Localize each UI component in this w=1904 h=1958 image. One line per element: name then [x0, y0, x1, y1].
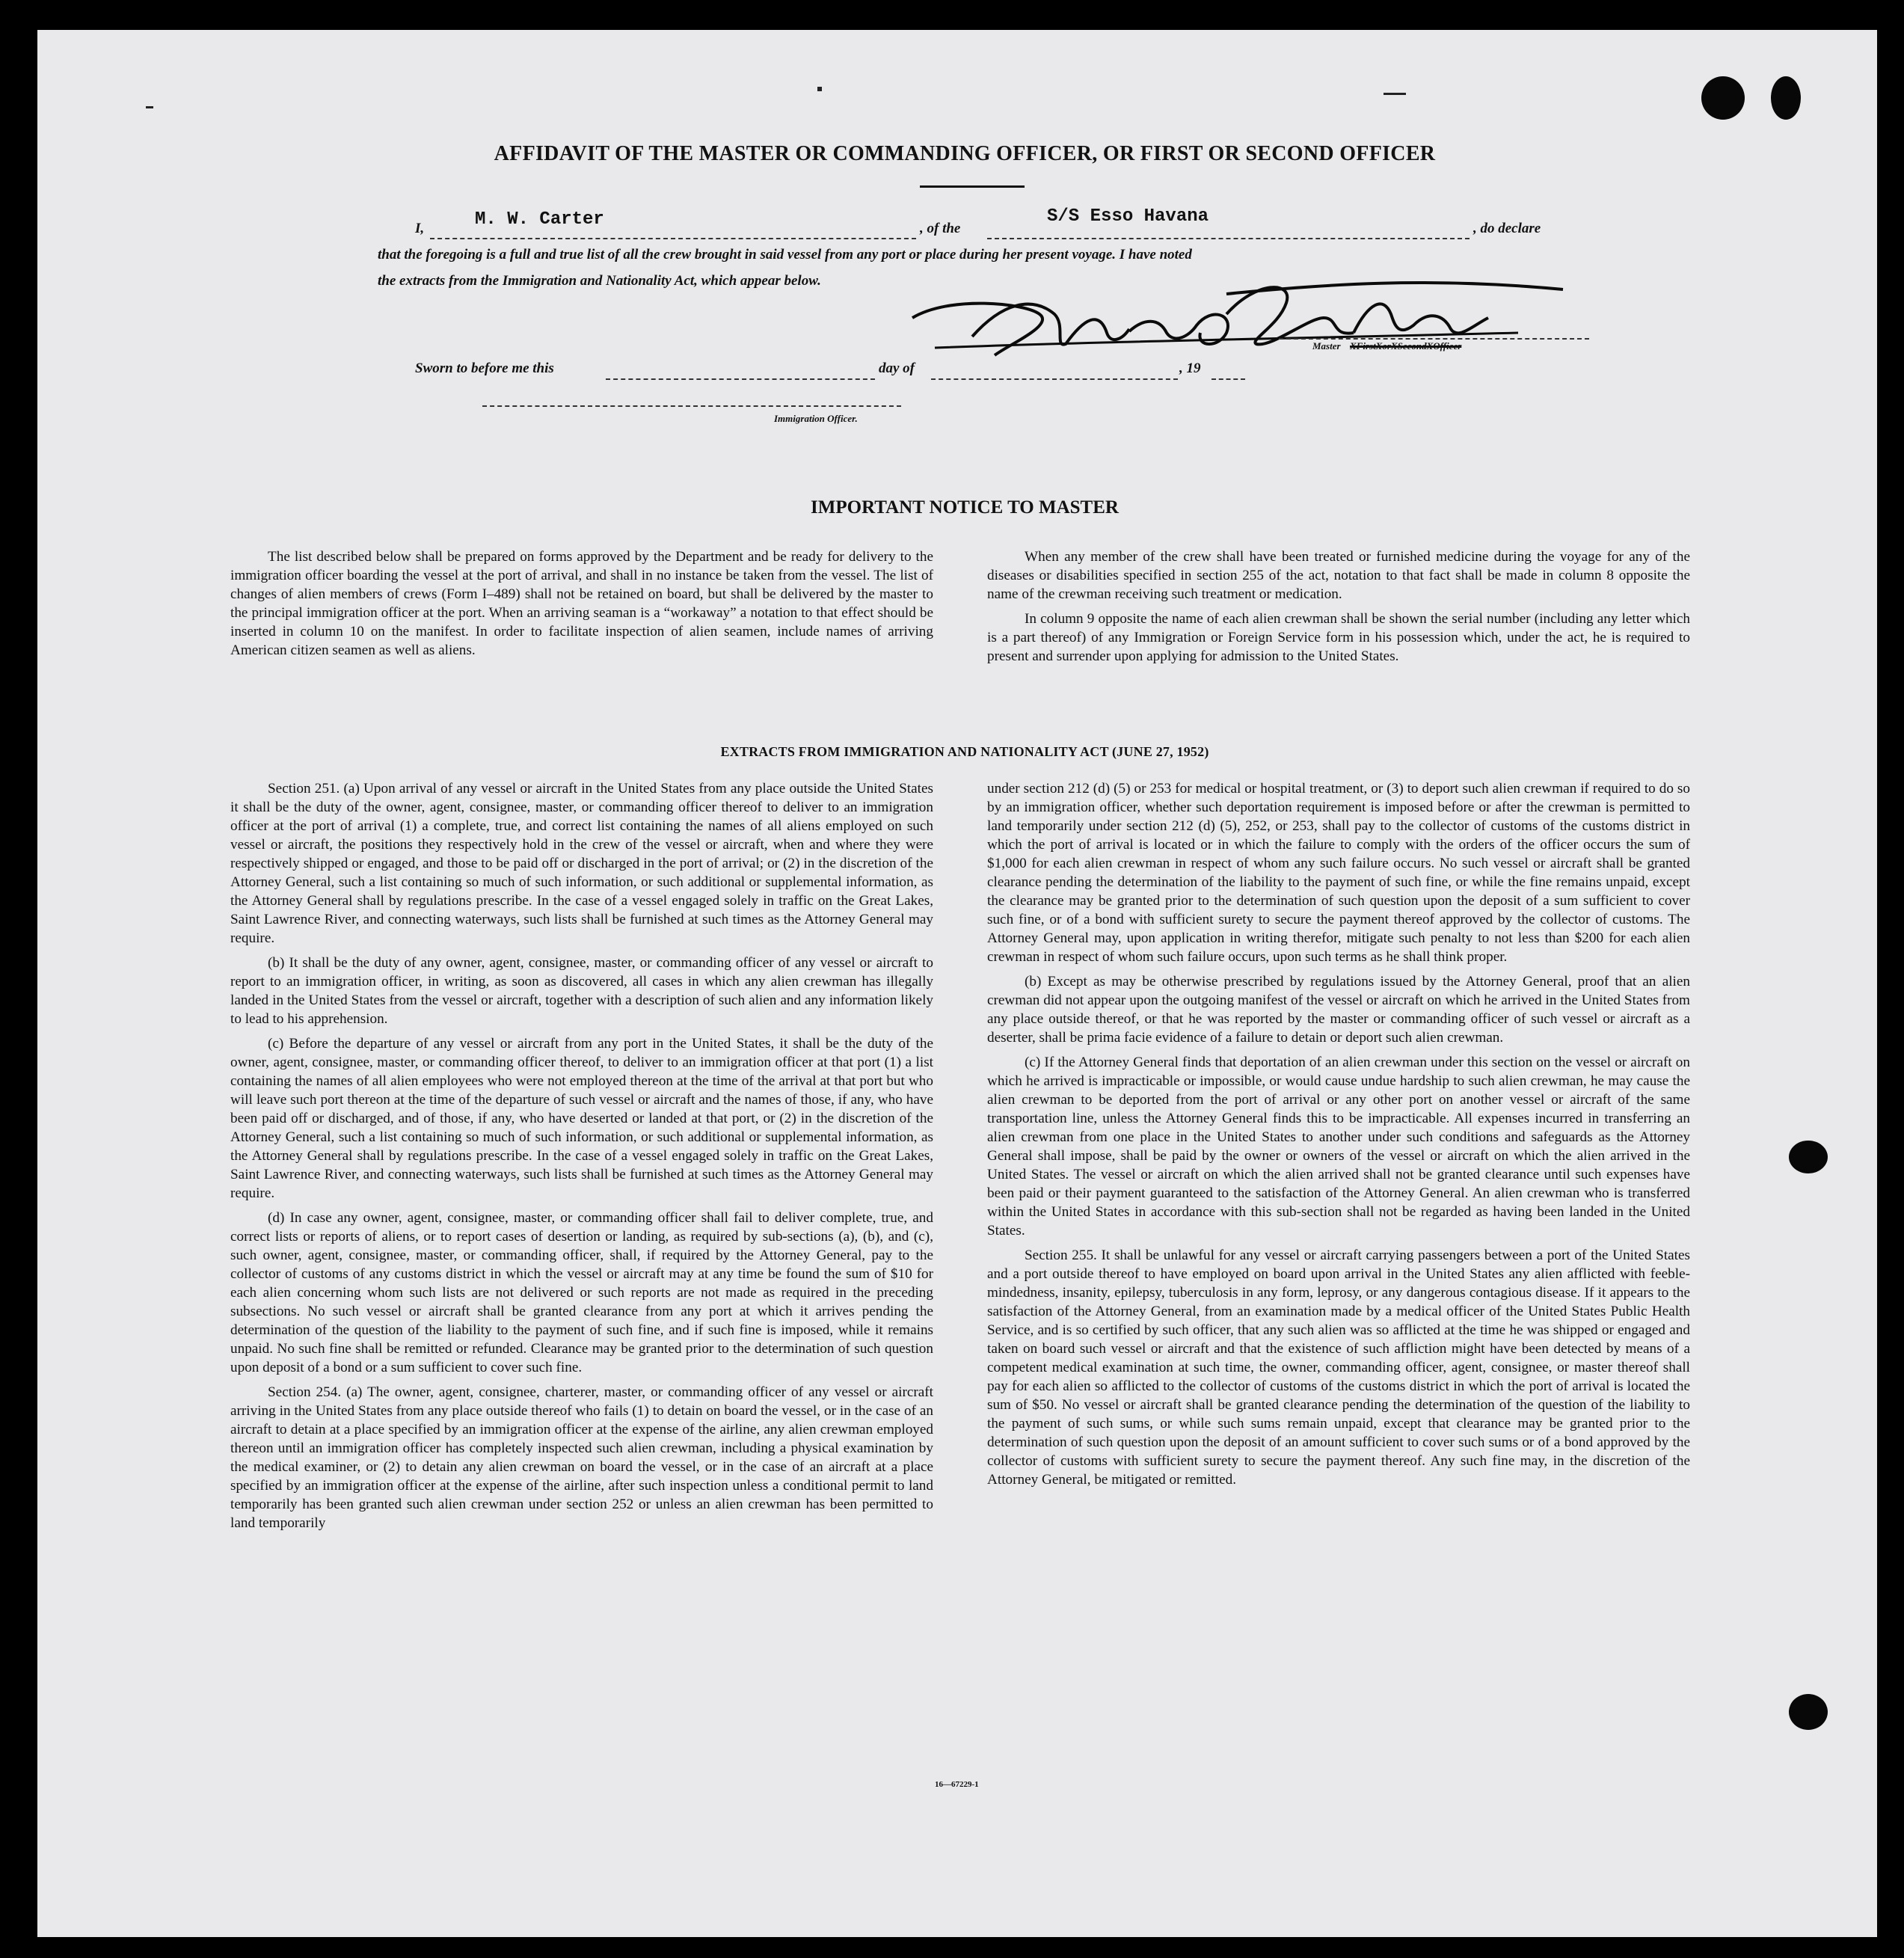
scan-speck	[146, 106, 153, 108]
act-section-paragraph: (b) It shall be the duty of any owner, agent, consignee, master, or commanding officer of any vessel or aircraft to report to an immigration officer, in writing, as soon as discovered, all cases in which any alien crewman has illegally landed in the United States from the vessel or aircraft, together with a description of such alien and any information likely to lead to his apprehension.	[230, 955, 933, 1027]
notice-paragraph: The list described below shall be prepared on forms approved by the Department and be ready for delivery to the immigration officer boarding the vessel at the port of arrival, and shall in no instance be taken from the vessel. The list of changes of alien members of crews (Form I–489) shall not be retained on board, but shall be delivered by the master to the principal immigration officer at the port. When an arriving seaman is a “workaway” a notation to that effect should be inserted in column 10 on the manifest. In order to facilitate inspection of alien seamen, include names of arriving American citizen seamen as well as aliens.	[230, 549, 933, 658]
signature-line	[1279, 337, 1589, 340]
signature-caption-struck: XFirstXorXSecondXOfficer	[1350, 340, 1462, 352]
act-section-paragraph: under section 212 (d) (5) or 253 for medical or hospital treatment, or (3) to deport such alien crewman if required to do so by an immigration officer, whether such deportation requirement is imposed before or after the crewman is permitted to land temporarily under section 212 (d) (5), 252, or 253, shall pay to the collector of customs of the customs district in which the port of arrival is located or in which the failure to comply with the orders of the officer occurs the sum of $1,000 for each alien crewman in respect of whom any such failure occurs. No such vessel or aircraft shall be granted clearance pending the determination of the liability to the payment of such fine, or while the fine remains unpaid, except the clearance may be granted prior to the determination of such question upon the deposit of a sum sufficient to cover such fine, or of a bond with sufficient surety to secure the payment thereof approved by the collector of customs. The Attorney General may, upon application in writing therefor, mitigate such penalty to not less than $200 for each alien crewman in respect of whom such failure occurs, upon such terms as he shall think proper.	[987, 781, 1690, 965]
extracts-right-column	[987, 779, 1690, 1495]
signature-image	[905, 273, 1578, 370]
notice-title: IMPORTANT NOTICE TO MASTER	[811, 497, 1119, 518]
act-section-paragraph: (b) Except as may be otherwise prescribed by regulations issued by the Attorney General, proof that an alien crewman did not appear upon the outgoing manifest of the vessel or aircraft on which he arrived in the United States from any place outside thereof, or that he was reported by the master or commanding officer of such vessel or aircraft as a deserter, shall be prima facie evidence of a failure to detain or deport such alien crewman.	[987, 974, 1690, 1046]
officer-signature-line	[482, 404, 901, 407]
affidavit-title: AFFIDAVIT OF THE MASTER OR COMMANDING OFFICER, OR FIRST OR SECOND OFFICER	[494, 142, 1436, 165]
document-page	[37, 30, 1877, 1937]
declaration-prefix: I,	[415, 221, 425, 236]
year-label: , 19	[1179, 360, 1201, 376]
do-declare-label: , do declare	[1473, 221, 1541, 236]
of-the-label: , of the	[920, 221, 961, 236]
act-section-paragraph: Section 251. (a) Upon arrival of any vessel or aircraft in the United States from any place outside the United States it shall be the duty of the owner, agent, consignee, master, or commanding officer thereof to deliver to an immigration officer at the port of arrival (1) a complete, true, and correct list containing the names of all aliens employed on such vessel or aircraft, the positions they respectively hold in the crew of the vessel or aircraft, when and where they were respectively shipped or engaged, and those to be paid off or discharged in the port of arrival; or (2) in the discretion of the Attorney General, such a list containing so much of such information, or such additional or supplemental information, as the Attorney General shall by regulations prescribe. In the case of a vessel engaged solely in traffic on the Great Lakes, Saint Lawrence River, and connecting waterways, such lists shall be furnished at such times as the Attorney General may require.	[230, 781, 933, 946]
sworn-label: Sworn to before me this	[415, 360, 554, 376]
scan-speck	[1384, 93, 1406, 95]
declaration-line-2: that the foregoing is a full and true list of all the crew brought in said vessel from any port or place during her present voyage. I have noted	[378, 247, 1192, 263]
notice-paragraph: When any member of the crew shall have been treated or furnished medicine during the voyage for any of the diseases or disabilities specified in section 255 of the act, notation to that fact shall be made in column 8 opposite the name of the crewman receiving such treatment or medication.	[987, 549, 1690, 602]
sworn-day-line	[606, 359, 875, 380]
signature-caption-prefix: Master	[1312, 340, 1341, 352]
act-section-paragraph: Section 254. (a) The owner, agent, consignee, charterer, master, or commanding officer of any vessel or aircraft arriving in the United States from any place outside thereof who fails (1) to detain on board the vessel, or in the case of an aircraft to detain at a place specified by an immigration officer at the expense of the airline, any alien crewman employed thereon until an immigration officer has completely inspected such alien crewman, including a physical examination by the medical examiner, or (2) to detain any alien crewman on board the vessel, or in the case of an aircraft at a place specified by an immigration officer at the expense of the airline, after such inspection unless a conditional permit to land temporarily has been granted such alien crewman under section 252 or unless an alien crewman has been permitted to land temporarily	[230, 1384, 933, 1531]
act-section-paragraph: Section 255. It shall be unlawful for any vessel or aircraft carrying passengers between a port of the United States and a port outside thereof to have employed on board upon arrival in the United States any alien afflicted with feeble-mindedness, insanity, epilepsy, tuberculosis in any form, leprosy, or any dangerous contagious disease. If it appears to the satisfaction of the Attorney General, from an examination made by a medical officer of the United States Public Health Service, and is so certified by such officer, that any such alien was so afflicted at the time he was shipped or engaged and taken on board such vessel or aircraft and that the existence of such affliction might have been detected by means of a competent medical examination at such time, the owner, commanding officer, agent, consignee, or master thereof shall pay for each alien so afflicted to the collector of customs of the customs district in which the port of arrival is located the sum of $50. No vessel or aircraft shall be granted clearance pending the determination of the question of the liability to the payment of such sums, or while such sums remain unpaid, except that clearance may be granted prior to the determination of such question upon the deposit of an amount sufficient to cover such sums or of a bond approved by the collector of customs with sufficient surety to secure the payment thereof. Any such fine may, in the discretion of the Attorney General, be mitigated or remitted.	[987, 1247, 1690, 1488]
act-section-paragraph: (c) If the Attorney General finds that deportation of an alien crewman under this section on the vessel or aircraft on which he arrived is impracticable or impossible, or would cause undue hardship to such alien crewman, he may cause the alien crewman to be deported from the port of arrival or any other port on another vessel or aircraft of the same transportation line, unless the Attorney General finds this to be impracticable. All expenses incurred in transferring an alien crewman from one place in the United States to another under such conditions and safeguards as the Attorney General shall impose, shall be paid by the owner or owners of the vessel or aircraft on which the alien arrived in the United States. The vessel or aircraft on which the alien arrived shall not be granted clearance until such expenses have been paid or their payment guaranteed to the satisfaction of the Attorney General. An alien crewman who is transferred within the United States in accordance with this sub-section shall not be regarded as having been landed in the United States.	[987, 1055, 1690, 1239]
vessel-name: S/S Esso Havana	[1047, 206, 1209, 227]
notice-left-column	[230, 547, 933, 666]
title-divider	[920, 185, 1025, 188]
act-section-paragraph: (d) In case any owner, agent, consignee, master, or commanding officer shall fail to deliver complete, true, and correct lists or reports of aliens, or to report cases of desertion or landing, as required by sub-sections (a), (b), and (c), such owner, agent, consignee, master, or commanding officer, shall, if required by the Attorney General, pay to the collector of customs of any customs district in which the vessel or aircraft may at any time be found the sum of $10 for each alien concerning whom such lists are not delivered or such reports are not made as required in the preceding subsections. No such vessel or aircraft shall be granted clearance from any port at which it arrives pending the determination of the question of the liability to the payment of such fine, and if such fine is imposed, while it remains unpaid. No such fine shall be remitted or refunded. Clearance may be granted prior to the determination of such question upon deposit of a bond or a sum sufficient to cover such fine.	[230, 1210, 933, 1375]
sworn-year-line	[1212, 359, 1245, 380]
form-code: 16—67229-1	[935, 1780, 979, 1789]
ink-blot	[1789, 1694, 1828, 1730]
ink-blot	[1789, 1141, 1828, 1173]
master-name: M. W. Carter	[475, 209, 604, 230]
notice-paragraph: In column 9 opposite the name of each alien crewman shall be shown the serial number (including any letter which is a part thereof) of any Immigration or Foreign Service form in his possession which, under the act, he is required to present and surrender upon applying for admission to the United States.	[987, 611, 1690, 664]
ink-blot	[1771, 76, 1801, 120]
extracts-title: EXTRACTS FROM IMMIGRATION AND NATIONALITY ACT (JUNE 27, 1952)	[720, 744, 1209, 759]
declaration-line-3: the extracts from the Immigration and Nationality Act, which appear below.	[378, 273, 821, 289]
officer-caption: Immigration Officer.	[774, 413, 858, 424]
act-section-paragraph: (c) Before the departure of any vessel or aircraft from any port in the United States, it shall be the duty of the owner, agent, consignee, master, or commanding officer thereof, to deliver to an immigration officer at that port (1) a list containing the names of all alien employees who were not employed thereon at the time of the arrival at that port but who will leave such port thereon at the time of the departure of such vessel or aircraft and the names of those, if any, who have been paid off or discharged, and of those, if any, who have deserted or landed at that port, or (2) in the discretion of the Attorney General, such a list containing so much of such information, or such additional or supplemental information, as the Attorney General shall by regulations prescribe. In the case of a vessel engaged solely in traffic on the Great Lakes, Saint Lawrence River, and connecting waterways, such lists shall be furnished at such times as the Attorney General may require.	[230, 1036, 933, 1201]
scan-speck	[817, 87, 822, 91]
extracts-left-column	[230, 779, 933, 1538]
ink-blot	[1701, 76, 1745, 120]
day-of-label: day of	[879, 360, 915, 376]
sworn-month-line	[931, 359, 1178, 380]
notice-right-column	[987, 547, 1690, 672]
